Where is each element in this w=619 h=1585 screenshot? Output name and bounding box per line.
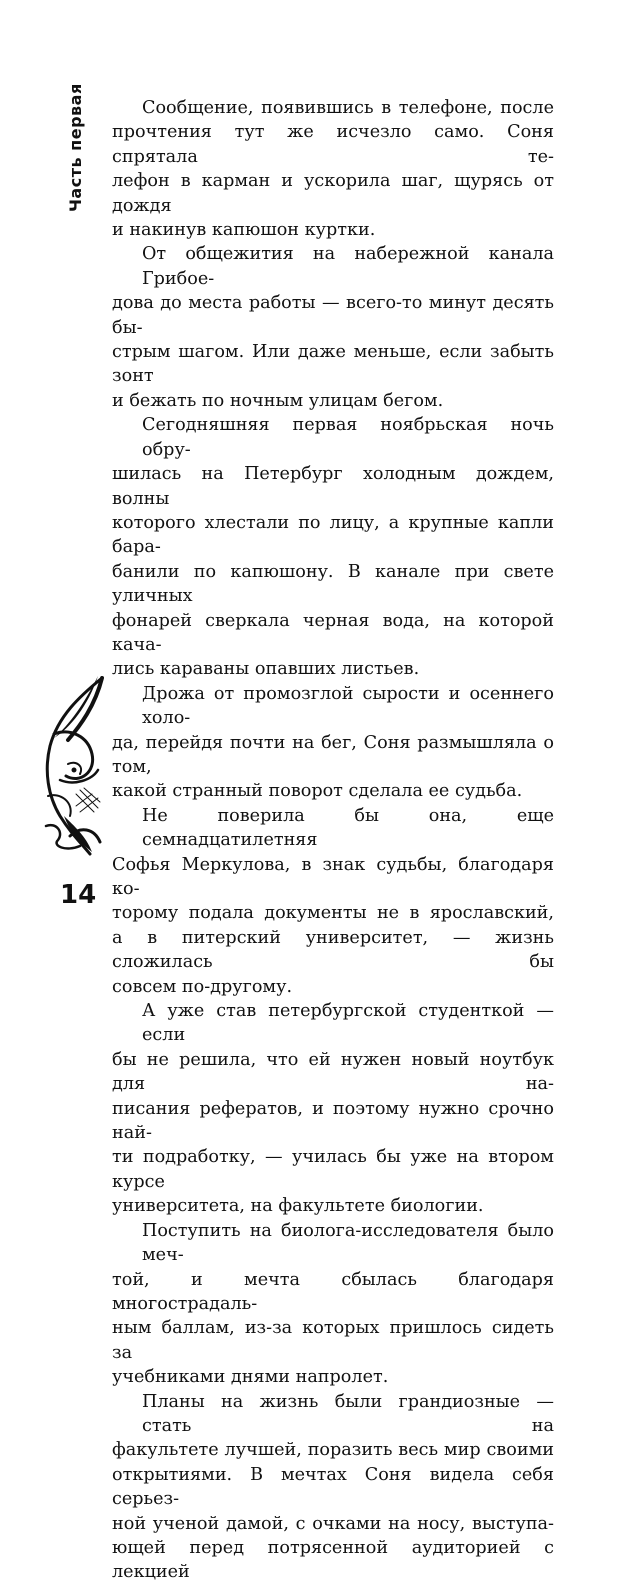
text-line: фонарей сверкала черная вода, на которой кача- — [112, 610, 554, 655]
paragraph — [112, 682, 554, 804]
text-line: которого хлестали по лицу, а крупные капли бара- — [112, 512, 554, 558]
text-line: шилась на Петербург холодным дождем, волны — [112, 464, 554, 509]
paragraph — [112, 96, 554, 242]
text-line: Сообщение, появившись в телефоне, после — [142, 98, 554, 118]
text-line: совсем по-другому. — [112, 976, 293, 997]
text-line: да, перейдя почти на бег, Соня размышляла о том, — [112, 732, 554, 777]
text-line: Не поверила бы она, еще семнадцатилетняя — [142, 805, 554, 851]
text-line: а в питерский университет, — жизнь сложилась бы — [112, 927, 554, 973]
text-line: торому подала документы не в ярославский, — [112, 903, 554, 924]
text-line: А уже став петербургской студенткой — если — [142, 1001, 554, 1046]
text-line: писания рефератов, и поэтому нужно срочно най- — [112, 1098, 554, 1144]
text-line: лефон в карман и ускорила шаг, щурясь от дождя — [112, 171, 554, 216]
text-line: и накинув капюшон куртки. — [112, 220, 376, 241]
body-text — [112, 96, 554, 1585]
paragraph — [112, 1390, 554, 1585]
running-head-text: Часть первая — [66, 83, 85, 212]
text-line: банили по капюшону. В канале при свете уличных — [112, 561, 554, 607]
text-line: Дрожа от промозглой сырости и осеннего холо- — [142, 683, 554, 729]
text-line: Поступить на биолога-исследователя было меч- — [142, 1220, 554, 1266]
text-line: ной ученой дамой, с очками на носу, выступа- — [112, 1513, 554, 1534]
paragraph — [112, 413, 554, 681]
text-line: стрым шагом. Или даже меньше, если забыть зонт — [112, 342, 554, 387]
text-line: и бежать по ночным улицам бегом. — [112, 390, 444, 411]
paragraph — [112, 242, 554, 413]
text-line: От общежития на набережной канала Грибое- — [142, 244, 554, 289]
text-line: бы не решила, что ей нужен новый ноутбук для на- — [112, 1049, 554, 1095]
text-line: ти подработку, — училась бы уже на втором курсе — [112, 1147, 554, 1192]
paragraph — [112, 999, 554, 1219]
text-line: дова до места работы — всего-то минут десять бы- — [112, 293, 554, 338]
text-line: открытиями. В мечтах Соня видела себя серьез- — [112, 1464, 554, 1510]
text-line: Сегодняшняя первая ноябрьская ночь обру- — [142, 415, 554, 460]
text-line: учебниками днями напролет. — [112, 1367, 389, 1388]
page-number: 14 — [60, 880, 97, 910]
text-line: факультете лучшей, поразить весь мир своими — [112, 1440, 554, 1461]
text-line: прочтения тут же исчезло само. Соня спрятала те- — [112, 122, 554, 167]
text-line: Планы на жизнь были грандиозные — стать на — [142, 1391, 554, 1436]
text-line: лись караваны опавших листьев. — [112, 659, 420, 680]
paragraph — [112, 804, 554, 999]
running-head — [60, 83, 100, 238]
text-line: ным баллам, из-за которых пришлось сидеть за — [112, 1318, 554, 1363]
paragraph — [112, 1219, 554, 1390]
text-line: той, и мечта сбылась благодаря многострадаль- — [112, 1269, 554, 1314]
text-line: университета, на факультете биологии. — [112, 1196, 484, 1217]
text-line: Софья Меркулова, в знак судьбы, благодаря ко- — [112, 854, 554, 899]
text-line: ющей перед потрясенной аудиторией с лекцией — [112, 1537, 554, 1583]
ornament-flourish-icon — [40, 676, 110, 856]
text-line: какой странный поворот сделала ее судьба. — [112, 781, 523, 802]
